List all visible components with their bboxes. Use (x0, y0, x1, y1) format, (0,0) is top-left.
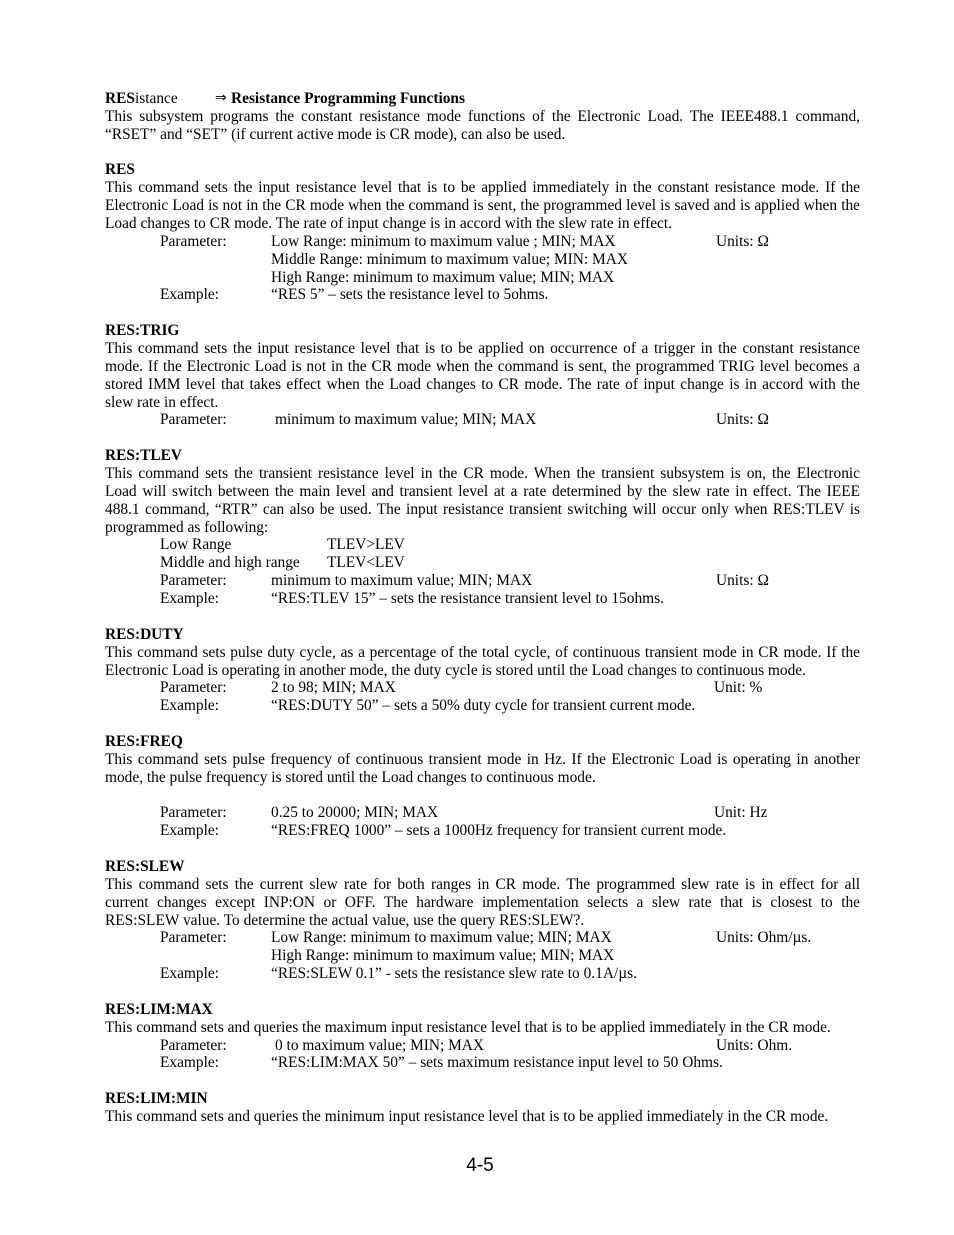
example-row (105, 590, 860, 608)
page-number: 4-5 (466, 1155, 494, 1176)
parameter-row (105, 251, 860, 269)
subsystem-keyword-bold: RES (105, 90, 135, 107)
paragraph-line: programmed as following: (105, 518, 269, 536)
condition-row (105, 536, 860, 554)
example-value: “RES:TLEV 15” – sets the resistance transient level to 15ohms. (271, 590, 664, 608)
example-row (105, 697, 860, 715)
units-label: Unit: % (714, 679, 763, 697)
subsystem-keyword (105, 90, 178, 108)
spacer (105, 840, 860, 858)
section-heading: RES:LIM:MAX (105, 1000, 213, 1018)
paragraph-line: “RSET” and “SET” (if current active mode is CR mode), can also be used. (105, 125, 566, 143)
parameter-value: minimum to maximum value; MIN; MAX (271, 572, 533, 590)
example-label: Example: (160, 965, 219, 983)
units-label: Units: Ω (716, 572, 769, 590)
section-res-trig (105, 322, 860, 429)
parameter-value: Low Range: minimum to maximum value ; MIN; MAX (271, 232, 616, 250)
parameter-row (105, 804, 860, 822)
parameter-label: Parameter: (160, 804, 227, 822)
paragraph-line: Electronic Load is not in the CR mode when the command is sent, the programmed level is saved and is applied when the (105, 197, 860, 215)
units-label: Units: Ohm. (716, 1036, 793, 1054)
spacer (105, 304, 860, 322)
parameter-value: 0 to maximum value; MIN; MAX (275, 1036, 485, 1054)
paragraph-line: current changes except INP:ON or OFF. The hardware implementation selects a slew rate that is closest to the (105, 893, 860, 911)
paragraph-line: mode. If the Electronic Load is not in the CR mode when the command is sent, the programmed TRIG level becomes a (105, 357, 860, 375)
parameter-label: Parameter: (160, 572, 227, 590)
subsystem-header (105, 90, 860, 108)
paragraph-line: This command sets and queries the maximum input resistance level that is to be applied immediately in the CR mode. (105, 1018, 831, 1036)
example-label: Example: (160, 590, 219, 608)
section-res-freq (105, 733, 860, 840)
example-label: Example: (160, 822, 219, 840)
units-label: Unit: Hz (714, 804, 768, 822)
parameter-value: 2 to 98; MIN; MAX (271, 679, 396, 697)
spacer (105, 1072, 860, 1090)
paragraph-line: mode, the pulse frequency is stored until the Load changes to continuous mode. (105, 768, 596, 786)
section-res-tlev (105, 447, 860, 608)
parameter-row (105, 679, 860, 697)
parameter-row (105, 929, 860, 947)
section-heading: RES:DUTY (105, 625, 184, 643)
paragraph-line: This command sets pulse duty cycle, as a percentage of the total cycle, of continuous transient mode in CR mode. If the (105, 643, 860, 661)
condition-rule: TLEV<LEV (327, 554, 405, 572)
example-row (105, 965, 860, 983)
parameter-value: High Range: minimum to maximum value; MIN; MAX (271, 947, 615, 965)
paragraph-line: This command sets the current slew rate for both ranges in CR mode. The programmed slew rate is in effect for all (105, 875, 860, 893)
parameter-row (105, 411, 860, 429)
parameter-row (105, 233, 860, 251)
subsystem-keyword-rest: istance (134, 90, 178, 107)
paragraph-line: stored IMM level that takes effect when the Load changes to CR mode. The rate of input change is in accord with the (105, 375, 860, 393)
example-value: “RES:SLEW 0.1” - sets the resistance slew rate to 0.1A/µs. (271, 965, 637, 983)
paragraph-line: This subsystem programs the constant resistance mode functions of the Electronic Load. The IEEE488.1 command, (105, 107, 860, 125)
condition-range: Low Range (160, 536, 232, 554)
spacer (105, 429, 860, 447)
condition-rule: TLEV>LEV (327, 536, 405, 554)
paragraph-line: This command sets pulse frequency of continuous transient mode in Hz. If the Electronic Load is operating in another (105, 750, 860, 768)
example-label: Example: (160, 286, 219, 304)
paragraph-line: Load will switch between the main level and transient level at a rate determined by the slew rate in effect. The IEEE (105, 482, 860, 500)
paragraph-line: RES:SLEW value. To determine the actual value, use the query RES:SLEW?. (105, 911, 585, 929)
paragraph-line: This command sets and queries the minimum input resistance level that is to be applied immediately in the CR mode. (105, 1107, 829, 1125)
section-heading: RES (105, 161, 135, 179)
parameter-row (105, 269, 860, 287)
parameter-label: Parameter: (160, 929, 227, 947)
example-row (105, 286, 860, 304)
paragraph-line: 488.1 command, “RTR” can also be used. The input resistance transient switching will occur only when RES:TLEV is (105, 500, 860, 518)
section-heading: RES:TRIG (105, 322, 180, 340)
condition-row (105, 554, 860, 572)
parameter-row (105, 947, 860, 965)
section-res (105, 161, 860, 304)
section-heading: RES:SLEW (105, 857, 185, 875)
parameter-label: Parameter: (160, 1036, 227, 1054)
example-row (105, 822, 860, 840)
section-heading: RES:FREQ (105, 732, 183, 750)
section-heading: RES:TLEV (105, 447, 182, 465)
paragraph-line: Electronic Load is operating in another mode, the duty cycle is stored until the Load changes to continuous mode. (105, 661, 806, 679)
units-label: Units: Ω (716, 411, 769, 429)
parameter-value: 0.25 to 20000; MIN; MAX (271, 804, 439, 822)
document-page (105, 90, 860, 1126)
section-res-lim-max (105, 1001, 860, 1072)
parameter-value: High Range: minimum to maximum value; MIN; MAX (271, 268, 615, 286)
example-label: Example: (160, 1054, 219, 1072)
section-heading: RES:LIM:MIN (105, 1090, 208, 1108)
spacer (105, 787, 860, 805)
parameter-row (105, 1037, 860, 1055)
example-label: Example: (160, 697, 219, 715)
condition-range: Middle and high range (160, 554, 300, 572)
parameter-value: Low Range: minimum to maximum value; MIN; MAX (271, 929, 612, 947)
spacer (105, 715, 860, 733)
paragraph-line: This command sets the transient resistance level in the CR mode. When the transient subsystem is on, the Electronic (105, 465, 860, 483)
parameter-row (105, 572, 860, 590)
example-value: “RES 5” – sets the resistance level to 5ohms. (271, 286, 549, 304)
parameter-value: minimum to maximum value; MIN; MAX (275, 411, 537, 429)
example-value: “RES:LIM:MAX 50” – sets maximum resistance input level to 50 Ohms. (271, 1054, 723, 1072)
example-value: “RES:FREQ 1000” – sets a 1000Hz frequency for transient current mode. (271, 822, 727, 840)
section-res-lim-min (105, 1090, 860, 1126)
paragraph-line: This command sets the input resistance level that is to be applied on occurrence of a trigger in the constant resistance (105, 340, 860, 358)
spacer (105, 144, 860, 162)
parameter-label: Parameter: (160, 232, 227, 250)
spacer (105, 608, 860, 626)
units-label: Units: Ω (716, 232, 769, 250)
spacer (105, 983, 860, 1001)
units-label: Units: Ohm/µs. (716, 929, 812, 947)
example-value: “RES:DUTY 50” – sets a 50% duty cycle for transient current mode. (271, 697, 696, 715)
section-res-slew (105, 858, 860, 983)
parameter-value: Middle Range: minimum to maximum value; MIN: MAX (271, 250, 628, 268)
parameter-label: Parameter: (160, 411, 227, 429)
paragraph-line: Load changes to CR mode. The rate of input change is in accord with the slew rate in effect. (105, 215, 672, 233)
parameter-label: Parameter: (160, 679, 227, 697)
subsystem-title: Resistance Programming Functions (231, 90, 465, 107)
example-row (105, 1054, 860, 1072)
section-res-duty (105, 626, 860, 715)
paragraph-line: This command sets the input resistance level that is to be applied immediately in the constant resistance mode. If the (105, 179, 860, 197)
double-arrow-icon: ⇒ (215, 90, 227, 106)
paragraph-line: slew rate in effect. (105, 393, 219, 411)
